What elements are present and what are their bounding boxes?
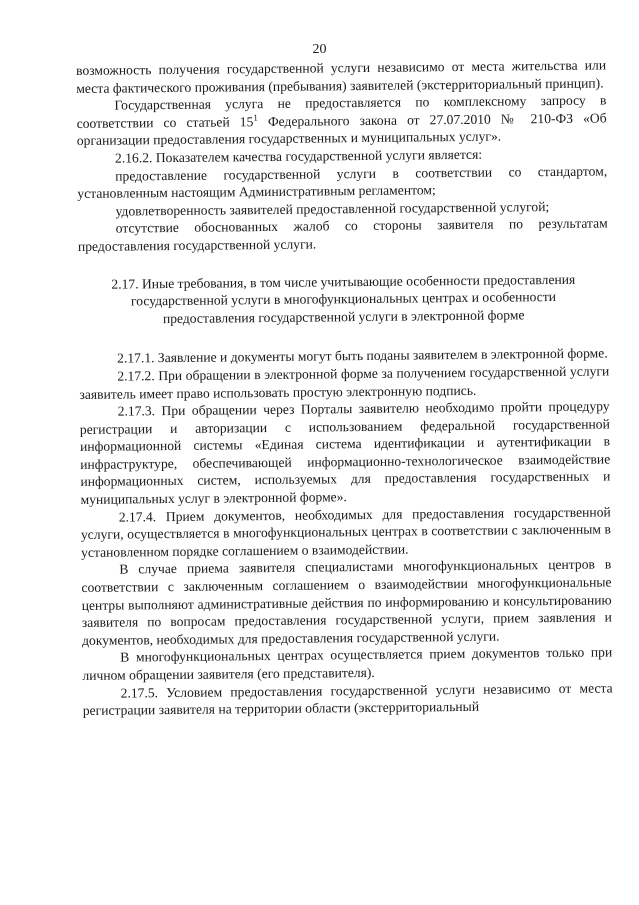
paragraph-2-17-4: 2.17.4. Прием документов, необходимых для предоставления государственной услуги, осуществляется в многофункциональных центрах в соответствии с заключенным в установленном порядке соглашением о взаимодействии.: [80, 504, 611, 560]
paragraph-mfc-personal: В многофункциональных центрах осуществляется прием документов только при личном обращении заявителя (его представителя).: [82, 644, 613, 683]
page-number: 20: [312, 42, 327, 57]
paragraph-2-17-3: 2.17.3. При обращении через Порталы заявителю необходимо пройти процедуру регистрации и авторизации с использованием федеральной государственной информационной системы «Единая система идентификации и аутентификации в инфраструктуре, обеспечивающей информационно-технологическое взаимодействие информационных систем, используемых для предоставления государственных и муниципальных услуг в электронной форме».: [79, 398, 611, 508]
paragraph-no-complaints: отсутствие обоснованных жалоб со стороны заявителя по результатам предоставления государственной услуги.: [77, 215, 608, 254]
footnote-superscript: 1: [253, 112, 258, 123]
paragraph-2-17-1: 2.17.1. Заявление и документы могут быть поданы заявителем в электронной форме.: [117, 345, 608, 366]
paragraph-2-17-5: 2.17.5. Условием предоставления государственной услуги независимо от места регистрации заявителя на территории области (экстерриториальный: [82, 680, 613, 719]
paragraph-mfc-reception: В случае приема заявителя специалистами многофункциональных центров в соответствии с заключенным соглашением о взаимодействии многофункциональные центры выполняют административные действия по информированию и консультированию заявителя по вопросам предоставления государственной услуги, прием заявления и документов, необходимых для предоставления государственной услуги.: [81, 556, 612, 648]
paragraph-complex-request-part1: Государственная услуга не предоставляется по комплексному запросу в соответствии со статьей 15: [76, 92, 607, 131]
section-heading-2-17: 2.17. Иные требования, в том числе учитывающие особенности предоставления государственной услуги в многофункциональных центрах и особенности предоставления государственной услуги в электронной форме: [111, 271, 576, 326]
paragraph-complex-request: [76, 92, 607, 150]
paragraph-extraterritorial-principle: возможность получения государственной услуги независимо от места жительства или места фактического проживания (пребывания) заявителей (экстерриториальный принцип).: [76, 57, 607, 96]
paragraph-quality-standard: предоставление государственной услуги в соответствии со стандартом, установленным настоящим Административным регламентом;: [77, 163, 608, 202]
paragraph-satisfaction: удовлетворенность заявителей предоставленной государственной услугой;: [115, 198, 550, 219]
paragraph-2-17-2: 2.17.2. При обращении в электронной форме за получением государственной услуги заявитель имеет право использовать простую электронную подпись.: [79, 363, 610, 402]
paragraph-complex-request-part2: Федерального закона от 27.07.2010 № 210-ФЗ «Об организации предоставления государственных и муниципальных услуг».: [76, 110, 607, 149]
document-body: [76, 56, 613, 719]
paragraph-2-16-2: 2.16.2. Показателем качества государственной услуги является:: [114, 146, 483, 166]
